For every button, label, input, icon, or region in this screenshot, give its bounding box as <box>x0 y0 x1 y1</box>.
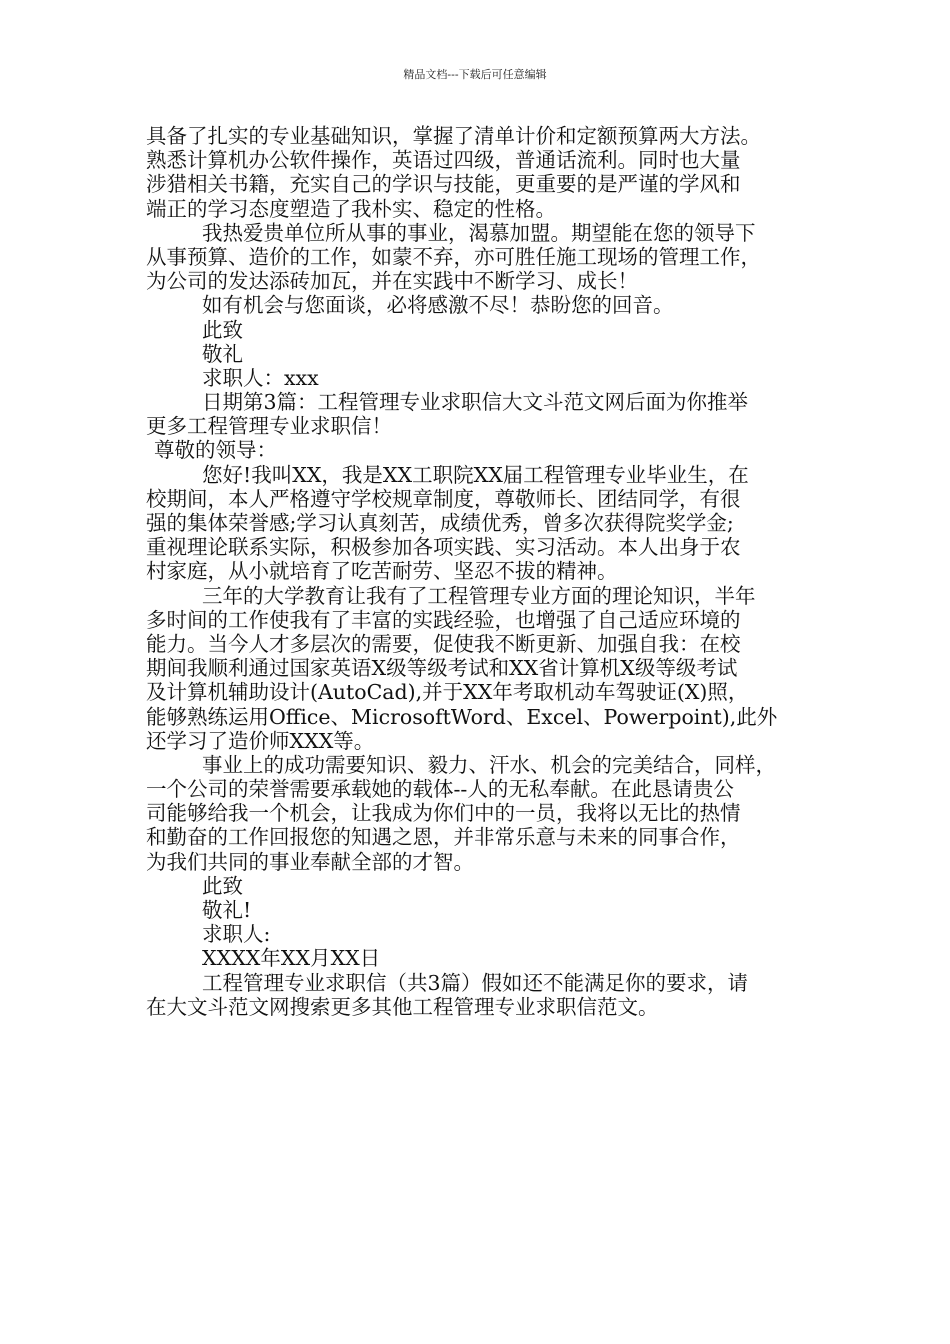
document-line: 从事预算、造价的工作，如蒙不弃，亦可胜任施工现场的管理工作， <box>146 244 761 269</box>
document-line: 校期间，本人严格遵守学校规章制度，尊敬师长、团结同学，有很 <box>146 486 741 511</box>
document-line: 求职人：xxx <box>202 365 319 390</box>
document-line: 日期第3篇：工程管理专业求职信大文斗范文网后面为你推举 <box>202 390 749 415</box>
document-line: 司能够给我一个机会，让我成为你们中的一员，我将以无比的热情 <box>146 801 741 826</box>
document-line: 强的集体荣誉感;学习认真刻苦，成绩优秀，曾多次获得院奖学金; <box>146 511 734 535</box>
document-line: 尊敬的领导： <box>154 438 277 463</box>
document-line: 端正的学习态度塑造了我朴实、稳定的性格。 <box>146 196 556 221</box>
page-header: 精品文档---下载后可任意编辑 <box>403 68 547 81</box>
document-line: 在大文斗范文网搜索更多其他工程管理专业求职信范文。 <box>146 994 659 1019</box>
document-line: 具备了扎实的专业基础知识，掌握了清单计价和定额预算两大方法。 <box>146 124 761 148</box>
document-line: 期间我顺利通过国家英语X级等级考试和XX省计算机X级等级考试 <box>146 656 738 681</box>
document-line: 能力。当今人才多层次的需要，促使我不断更新、加强自我：在校 <box>146 631 741 656</box>
document-line: 及计算机辅助设计(AutoCad),并于XX年考取机动车驾驶证(X)照， <box>146 680 749 705</box>
document-line: 如有机会与您面谈，必将感激不尽！恭盼您的回音。 <box>202 293 674 318</box>
document-line: 工程管理专业求职信（共3篇）假如还不能满足你的要求，请 <box>202 970 749 995</box>
document-line: 事业上的成功需要知识、毅力、汗水、机会的完美结合，同样， <box>202 752 776 777</box>
document-line: 为公司的发达添砖加瓦，并在实践中不断学习、成长！ <box>146 269 638 294</box>
document-line: 和勤奋的工作回报您的知遇之恩，并非常乐意与未来的同事合作， <box>146 825 741 850</box>
document-line: 涉猎相关书籍，充实自己的学识与技能，更重要的是严谨的学风和 <box>146 172 741 197</box>
document-line: 多时间的工作使我有了丰富的实践经验，也增强了自己适应环境的 <box>146 607 741 632</box>
document-line: 为我们共同的事业奉献全部的才智。 <box>146 849 474 874</box>
document-line: 还学习了造价师XXX等。 <box>146 728 375 753</box>
document-line: 敬礼! <box>202 898 252 922</box>
document-line: 更多工程管理专业求职信！ <box>146 414 392 439</box>
document-line: 村家庭，从小就培育了吃苦耐劳、坚忍不拔的精神。 <box>146 559 618 584</box>
document-line: 重视理论联系实际，积极参加各项实践、实习活动。本人出身于农 <box>146 535 741 560</box>
document-line: 我热爱贵单位所从事的事业，渴慕加盟。期望能在您的领导下 <box>202 220 756 245</box>
document-line: 能够熟练运用Office、MicrosoftWord、Excel、Powerpoint),此外 <box>146 704 778 729</box>
document-line: XXXX年XX月XX日 <box>202 946 381 971</box>
document-body <box>146 124 814 1019</box>
document-line: 敬礼 <box>202 341 243 366</box>
document-line: 此致 <box>202 317 243 342</box>
document-line: 此致 <box>202 873 243 898</box>
document-line: 求职人: <box>202 922 271 947</box>
document-line: 熟悉计算机办公软件操作，英语过四级，普通话流利。同时也大量 <box>146 148 741 173</box>
document-line: 一个公司的荣誉需要承载她的载体--人的无私奉献。在此恳请贵公 <box>146 777 734 802</box>
document-line: 三年的大学教育让我有了工程管理专业方面的理论知识，半年 <box>202 583 756 608</box>
document-line: 您好!我叫XX，我是XX工职院XX届工程管理专业毕业生，在 <box>202 462 749 487</box>
